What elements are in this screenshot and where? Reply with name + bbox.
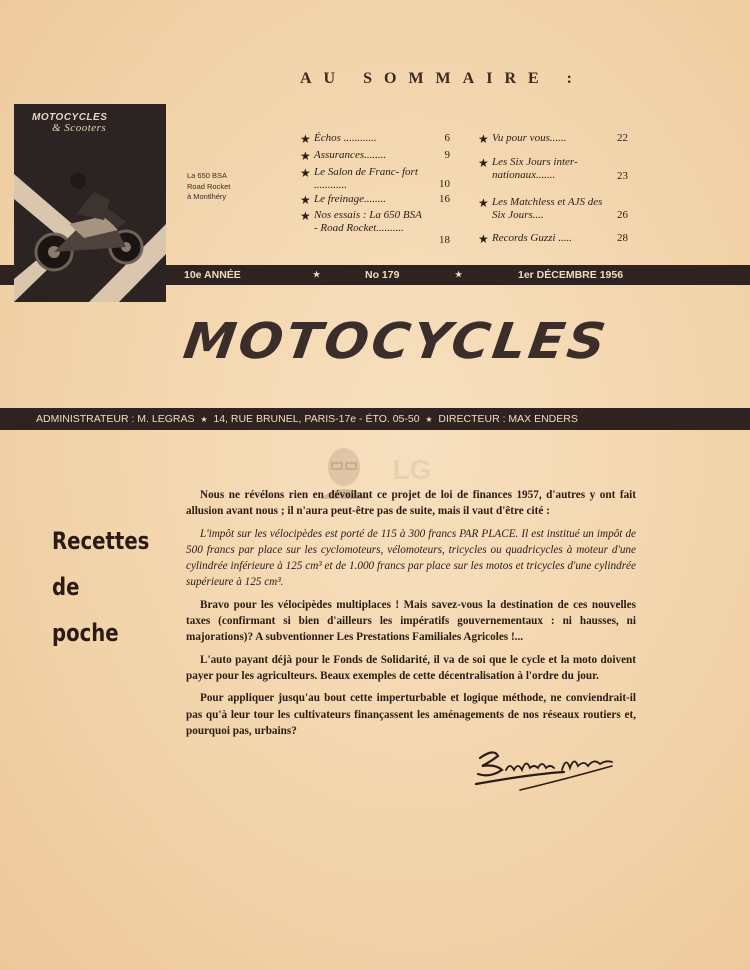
article-title-line2: de xyxy=(52,573,80,601)
cover-caption-line2: Road Rocket xyxy=(187,181,231,191)
issue-number: No 179 xyxy=(365,269,400,281)
article-paragraph: L'impôt sur les vélocipèdes est porté de 115 à 300 francs PAR PLACE. Il est institué un impôt de 500 francs par place sur les cyclomoteurs, vélomoteurs, tricycles ou quadricycles à moteur d'une cylindrée inférieure à 125 cm³ et de 1.000 francs par place sur les motos et tricycles d'une cylindrée supérieure à 125 cm³. xyxy=(186,527,636,589)
star-icon: ★ xyxy=(425,415,433,424)
issue-date: 1er DÉCEMBRE 1956 xyxy=(518,269,624,281)
cover-caption-line1: La 650 BSA xyxy=(187,171,228,180)
star-icon: ★ xyxy=(478,132,489,146)
toc-item-page: 6 xyxy=(444,132,450,144)
toc-item-label: Le freinage........ xyxy=(314,193,386,205)
toc-item-page: 23 xyxy=(617,170,628,182)
star-icon: ★ xyxy=(313,270,321,279)
star-icon: ★ xyxy=(300,132,311,146)
cover-title-line2: & Scooters xyxy=(52,122,107,134)
admin-line xyxy=(36,408,578,430)
toc-item-page: 28 xyxy=(617,232,628,244)
watermark-logo: LG xyxy=(392,454,432,485)
signature-icon xyxy=(472,744,622,796)
cover-caption xyxy=(187,171,277,203)
star-icon: ★ xyxy=(478,196,489,210)
star-icon: ★ xyxy=(300,193,311,207)
toc-item-label: Assurances........ xyxy=(314,149,387,161)
toc-item-page: 22 xyxy=(617,132,628,144)
star-icon: ★ xyxy=(300,149,311,163)
toc-item-page: 9 xyxy=(444,149,450,161)
article-paragraph: Bravo pour les vélocipèdes multiplaces ! Mais savez-vous la destination de ces nouvelles taxes (confirmant si bien d'ailleurs les impératifs gouvernementaux : ni hausses, ni majorations)? A subventionner Les Prestations Familiales Agricoles !... xyxy=(186,598,636,644)
star-icon: ★ xyxy=(478,156,489,170)
magazine-logo: MOTOCYCLES xyxy=(179,313,612,371)
toc-item-page: 18 xyxy=(439,234,450,246)
toc-item-label: Le Salon de Franc- fort ............ xyxy=(314,166,418,191)
toc-item-label: Les Six Jours inter- nationaux....... xyxy=(492,156,578,181)
cover-thumbnail xyxy=(14,104,166,302)
toc-item-label: Records Guzzi ..... xyxy=(492,232,572,244)
cover-caption-line3: à Montlhéry xyxy=(187,192,227,201)
cover-masthead xyxy=(32,112,162,134)
toc-item-page: 16 xyxy=(439,193,450,205)
director-label: DIRECTEUR : MAX ENDERS xyxy=(438,413,578,425)
cover-title-line1: MOTOCYCLES xyxy=(32,112,108,123)
author-signature xyxy=(472,744,622,796)
star-icon: ★ xyxy=(455,270,463,279)
article-paragraph: Pour appliquer jusqu'au bout cette imperturbable et logique méthode, ne conviendrait-il pas qu'à leur tour les cultivateurs finançassent les aménagements de nos réseaux routiers et, pourquoi pas, urbains? xyxy=(186,692,636,737)
toc-item-label: Échos ............ xyxy=(314,132,377,144)
sommaire-title: AU SOMMAIRE : xyxy=(300,70,584,87)
star-icon: ★ xyxy=(200,415,208,424)
star-icon: ★ xyxy=(300,209,311,223)
issue-year: 10e ANNÉE xyxy=(184,269,241,281)
article-title xyxy=(52,518,150,656)
toc-item-page: 10 xyxy=(439,178,450,190)
article-paragraph: L'auto payant déjà pour le Fonds de Solidarité, il va de soi que le cycle et la moto doivent payer pour les agriculteurs. Beaux exemples de cette décentralisation à l'ordre du jour. xyxy=(186,653,636,682)
address-label: 14, RUE BRUNEL, PARIS-17e - ÉTO. 05-50 xyxy=(213,413,420,425)
article-body xyxy=(186,487,636,745)
toc-item-label: Nos essais : La 650 BSA - Road Rocket.......... xyxy=(314,209,422,234)
article-paragraph: Nous ne révélons rien en dévoilant ce projet de loi de finances 1957, d'autres y ont fait allusion avant nous ; il n'aura peut-être pas de suite, mais il vaut d'être cité : xyxy=(186,489,636,518)
toc-item-label: Les Matchless et AJS des Six Jours.... xyxy=(492,196,603,221)
administrator-label: ADMINISTRATEUR : M. LEGRAS xyxy=(36,413,195,425)
article-title-line1: Recettes xyxy=(52,527,150,555)
star-icon: ★ xyxy=(300,166,311,180)
toc-item-page: 26 xyxy=(617,209,628,221)
star-icon: ★ xyxy=(478,232,489,246)
toc-item-label: Vu pour vous...... xyxy=(492,132,567,144)
article-title-line3: poche xyxy=(52,619,119,647)
